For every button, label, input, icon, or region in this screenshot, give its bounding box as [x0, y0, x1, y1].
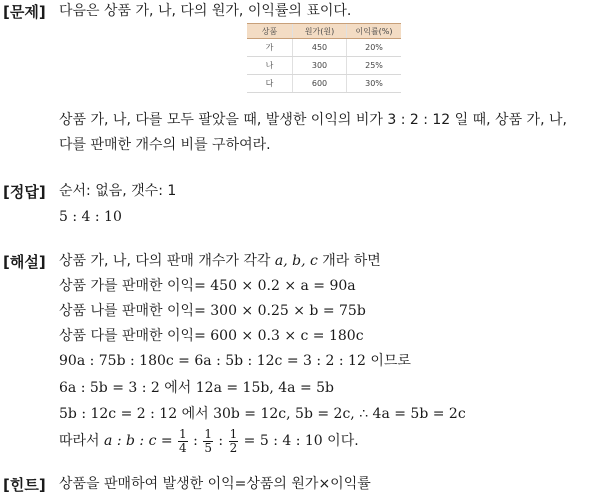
solution-math: 5b : 12c = 2 : 12	[59, 406, 178, 422]
fraction-numerator: 1	[204, 426, 212, 441]
fraction-denominator: 5	[204, 440, 212, 455]
solution-math: :	[213, 433, 228, 449]
solution-text: 이다.	[322, 433, 359, 449]
solution-line-6	[59, 379, 334, 397]
fraction-numerator: 1	[179, 426, 187, 441]
table-cell: 450	[293, 39, 347, 57]
table-row	[247, 75, 401, 93]
fraction-numerator: 1	[229, 426, 238, 441]
price-table-header-row	[247, 24, 401, 39]
solution-text: 따라서	[59, 433, 105, 449]
table-cell: 30%	[347, 75, 402, 93]
solution-math: :	[188, 433, 203, 449]
table-header: 이익률(%)	[347, 24, 402, 39]
table-cell: 다	[247, 75, 293, 93]
solution-tag: [해설]	[3, 253, 46, 271]
fraction-denominator: 2	[229, 440, 238, 455]
fraction	[229, 428, 239, 455]
solution-line-7	[59, 405, 466, 423]
solution-line-1	[59, 252, 381, 270]
table-header: 원가(원)	[293, 24, 347, 39]
table-row	[247, 57, 401, 75]
price-table	[247, 23, 401, 93]
solution-text: 에서	[177, 406, 214, 422]
hint-text: 상품을 판매하여 발생한 이익=상품의 원가×이익률	[59, 476, 371, 492]
solution-text: 상품 나를 판매한 이익	[59, 303, 195, 319]
solution-line-5	[59, 352, 411, 370]
table-cell: 25%	[347, 57, 402, 75]
solution-math: 6a : 5b = 3 : 2	[59, 380, 160, 396]
solution-math: a : b : c =	[104, 433, 178, 449]
solution-math: 90a : 75b : 180c = 6a : 5b : 12c = 3 : 2 : 12	[59, 353, 366, 369]
solution-math: = 5 : 4 : 10	[239, 433, 323, 449]
hint-tag: [힌트]	[3, 476, 46, 494]
solution-text: 이므로	[365, 353, 411, 369]
fraction	[178, 428, 188, 455]
fraction-denominator: 4	[179, 440, 187, 455]
solution-text: 개라 하면	[317, 253, 381, 269]
problem-question-line1: 상품 가, 나, 다를 모두 팔았을 때, 발생한 이익의 비가 3 : 2 : 12 일 때, 상품 가, 나,	[59, 112, 567, 128]
solution-line-2	[59, 277, 356, 295]
table-row	[247, 39, 401, 57]
table-header: 상품	[247, 24, 293, 39]
answer-ratio: 5 : 4 : 10	[59, 209, 122, 225]
solution-math: = 600 × 0.3 × c = 180c	[194, 328, 364, 344]
problem-intro: 다음은 상품 가, 나, 다의 원가, 이익률의 표이다.	[59, 3, 352, 19]
table-cell: 나	[247, 57, 293, 75]
fraction	[203, 428, 213, 455]
table-cell: 가	[247, 39, 293, 57]
solution-line-8	[59, 424, 359, 458]
solution-line-3	[59, 302, 366, 320]
answer-meta: 순서: 없음, 갯수: 1	[59, 183, 177, 199]
solution-math: a, b, c	[274, 253, 318, 269]
table-cell: 600	[293, 75, 347, 93]
solution-math: 12a = 15b, 4a = 5b	[195, 380, 334, 396]
problem-tag: [문제]	[3, 3, 46, 21]
solution-math: = 450 × 0.2 × a = 90a	[194, 278, 356, 294]
solution-text: 상품 다를 판매한 이익	[59, 328, 195, 344]
problem-question-line2: 다를 판매한 개수의 비를 구하여라.	[59, 137, 271, 153]
solution-line-4	[59, 327, 364, 345]
table-cell: 300	[293, 57, 347, 75]
solution-text: 상품 가, 나, 다의 판매 개수가 각각	[59, 253, 275, 269]
answer-tag: [정답]	[3, 183, 46, 201]
solution-text: 상품 가를 판매한 이익	[59, 278, 195, 294]
solution-math: = 300 × 0.25 × b = 75b	[194, 303, 366, 319]
solution-math: 30b = 12c, 5b = 2c, ∴ 4a = 5b = 2c	[213, 406, 466, 422]
solution-text: 에서	[159, 380, 196, 396]
table-cell: 20%	[347, 39, 402, 57]
